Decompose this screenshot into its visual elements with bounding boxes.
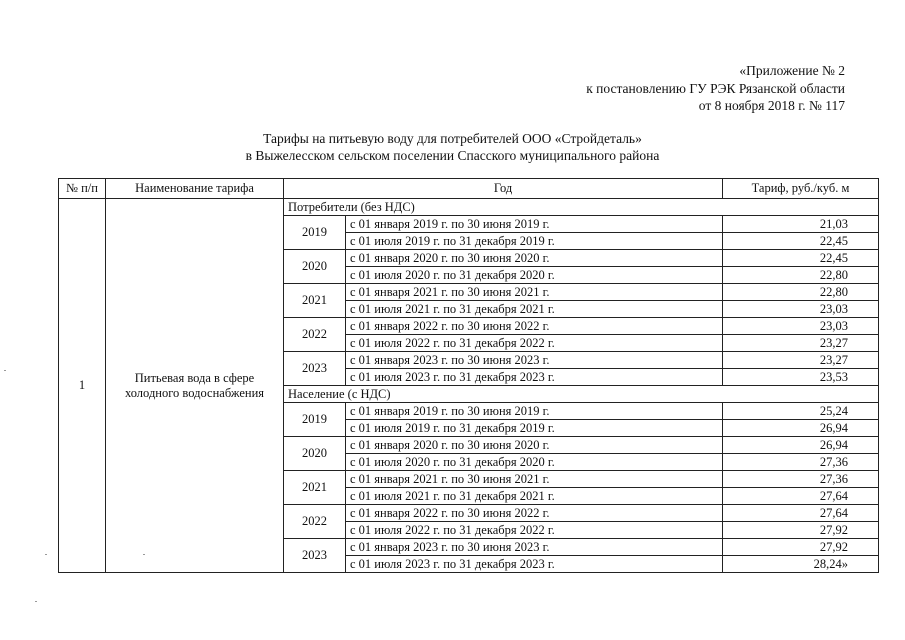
column-header-name: Наименование тарифа [106, 179, 284, 199]
table-body [59, 199, 879, 573]
scan-speck [45, 554, 47, 555]
title-line-2: в Выжелесском сельском поселении Спасского муниципального района [245, 147, 660, 163]
tariff-value: 27,64 [723, 505, 879, 522]
column-header-year: Год [284, 179, 723, 199]
tariff-value: 27,92 [723, 522, 879, 539]
period-cell: с 01 января 2023 г. по 30 июня 2023 г. [346, 539, 723, 556]
tariff-value: 27,36 [723, 454, 879, 471]
appendix-number: «Приложение № 2 [739, 63, 845, 78]
tariff-name: Питьевая вода в сфере холодного водоснабжения [106, 199, 284, 573]
period-cell: с 01 января 2019 г. по 30 июня 2019 г. [346, 403, 723, 420]
period-cell: с 01 января 2021 г. по 30 июня 2021 г. [346, 284, 723, 301]
tariff-value: 27,92 [723, 539, 879, 556]
tariff-value: 28,24» [723, 556, 879, 573]
period-cell: с 01 июля 2020 г. по 31 декабря 2020 г. [346, 267, 723, 284]
year-cell: 2019 [284, 216, 346, 250]
year-cell: 2022 [284, 505, 346, 539]
period-cell: с 01 января 2022 г. по 30 июня 2022 г. [346, 318, 723, 335]
tariff-value: 23,53 [723, 369, 879, 386]
period-cell: с 01 июля 2020 г. по 31 декабря 2020 г. [346, 454, 723, 471]
appendix-date: от 8 ноября 2018 г. № 117 [698, 98, 845, 113]
tariff-value: 25,24 [723, 403, 879, 420]
period-cell: с 01 июля 2019 г. по 31 декабря 2019 г. [346, 233, 723, 250]
period-cell: с 01 июля 2022 г. по 31 декабря 2022 г. [346, 335, 723, 352]
tariff-value: 23,03 [723, 318, 879, 335]
year-cell: 2019 [284, 403, 346, 437]
year-cell: 2020 [284, 437, 346, 471]
period-cell: с 01 января 2020 г. по 30 июня 2020 г. [346, 250, 723, 267]
year-cell: 2021 [284, 284, 346, 318]
tariff-value: 22,80 [723, 284, 879, 301]
period-cell: с 01 июля 2021 г. по 31 декабря 2021 г. [346, 301, 723, 318]
table-header-row [59, 179, 879, 199]
row-number: 1 [59, 199, 106, 573]
title-line-1: Тарифы на питьевую воду для потребителей ООО «Стройдеталь» [263, 131, 642, 146]
period-cell: с 01 июля 2023 г. по 31 декабря 2023 г. [346, 556, 723, 573]
consumer-group-label: Потребители (без НДС) [284, 199, 879, 216]
period-cell: с 01 июля 2019 г. по 31 декабря 2019 г. [346, 420, 723, 437]
period-cell: с 01 июля 2023 г. по 31 декабря 2023 г. [346, 369, 723, 386]
scan-speck [4, 370, 6, 371]
period-cell: с 01 января 2020 г. по 30 июня 2020 г. [346, 437, 723, 454]
tariff-value: 27,64 [723, 488, 879, 505]
scan-speck [35, 601, 37, 602]
tariff-value: 22,45 [723, 233, 879, 250]
appendix-resolution: к постановлению ГУ РЭК Рязанской области [586, 80, 845, 96]
tariff-value: 21,03 [723, 216, 879, 233]
year-cell: 2022 [284, 318, 346, 352]
column-header-number: № п/п [59, 179, 106, 199]
period-cell: с 01 июля 2022 г. по 31 декабря 2022 г. [346, 522, 723, 539]
year-cell: 2021 [284, 471, 346, 505]
period-cell: с 01 января 2021 г. по 30 июня 2021 г. [346, 471, 723, 488]
column-header-tariff: Тариф, руб./куб. м [723, 179, 879, 199]
year-cell: 2023 [284, 352, 346, 386]
tariff-value: 23,27 [723, 352, 879, 369]
tariff-value: 23,03 [723, 301, 879, 318]
tariff-value: 26,94 [723, 437, 879, 454]
tariff-value: 27,36 [723, 471, 879, 488]
period-cell: с 01 января 2023 г. по 30 июня 2023 г. [346, 352, 723, 369]
year-cell: 2020 [284, 250, 346, 284]
tariff-value: 26,94 [723, 420, 879, 437]
scan-speck [143, 554, 145, 555]
period-cell: с 01 января 2022 г. по 30 июня 2022 г. [346, 505, 723, 522]
consumer-group-label: Население (с НДС) [284, 386, 879, 403]
period-cell: с 01 января 2019 г. по 30 июня 2019 г. [346, 216, 723, 233]
year-cell: 2023 [284, 539, 346, 573]
tariff-value: 22,80 [723, 267, 879, 284]
tariff-value: 22,45 [723, 250, 879, 267]
appendix-header [586, 62, 845, 115]
document-title [0, 131, 905, 164]
period-cell: с 01 июля 2021 г. по 31 декабря 2021 г. [346, 488, 723, 505]
tariff-table [58, 178, 879, 573]
tariff-value: 23,27 [723, 335, 879, 352]
group-row [59, 199, 879, 216]
